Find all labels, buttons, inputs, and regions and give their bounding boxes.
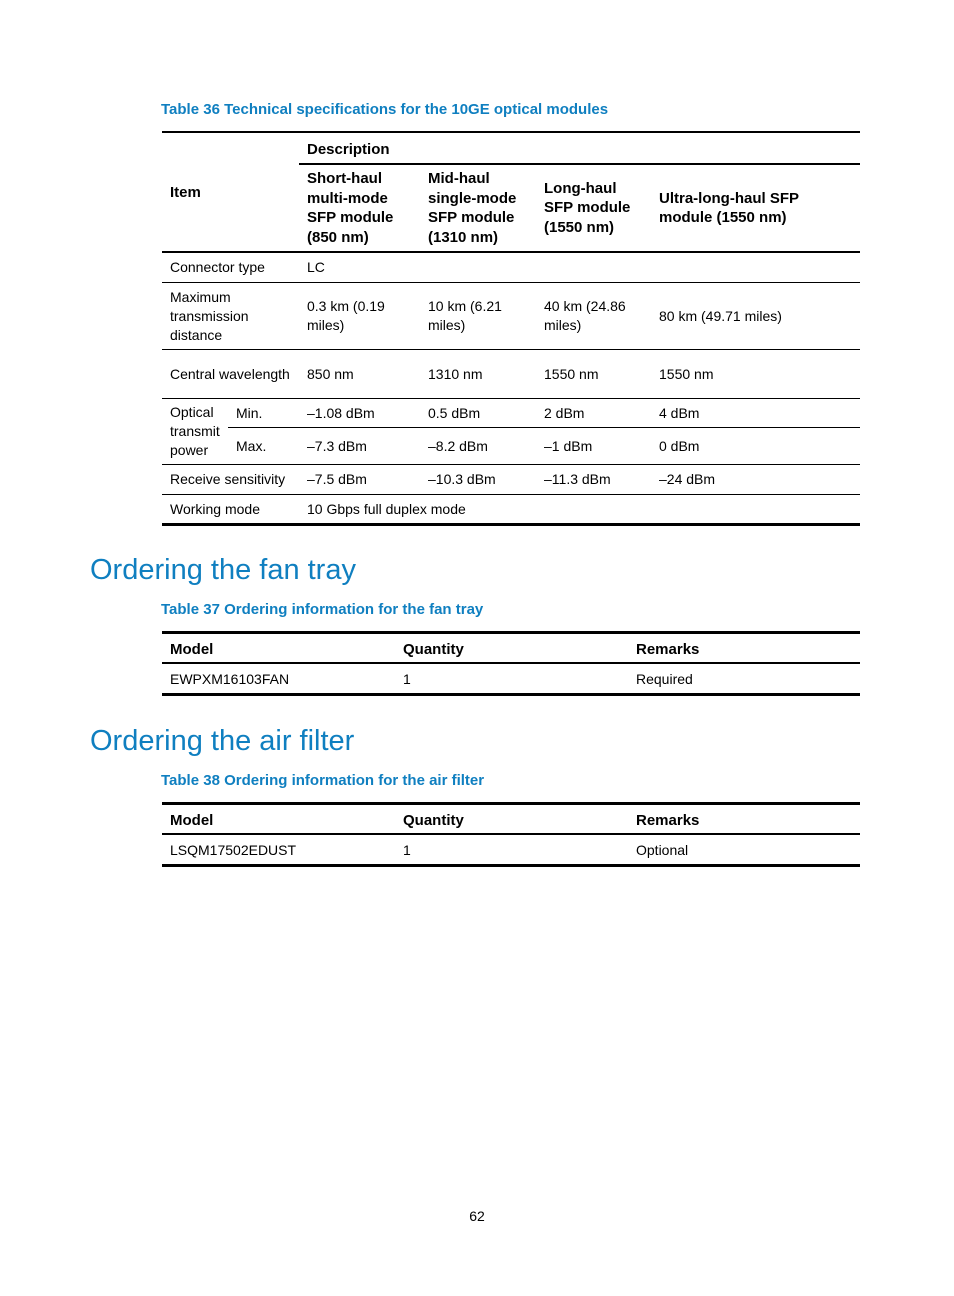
table-row — [162, 465, 860, 495]
cell-quantity: 1 — [403, 670, 411, 687]
fan-tray-table — [162, 631, 860, 696]
cell-model: EWPXM16103FAN — [170, 670, 290, 687]
table-row — [162, 252, 860, 283]
header-short-haul: Short-haul multi-mode SFP module (850 nm) — [307, 170, 394, 246]
cell: 2 dBm — [544, 404, 585, 421]
cell: 1550 nm — [544, 365, 599, 382]
air-filter-heading: Ordering the air filter — [90, 725, 355, 757]
cell: –11.3 dBm — [544, 471, 611, 487]
cell: 40 km (24.86 miles) — [544, 298, 626, 333]
cell: –1 dBm — [544, 437, 593, 454]
cell: –8.2 dBm — [428, 437, 488, 454]
row-sublabel: Min. — [236, 404, 263, 421]
fan-tray-heading: Ordering the fan tray — [90, 554, 356, 586]
row-label: Optical transmit power — [162, 399, 228, 465]
table-row — [162, 495, 860, 525]
header-model: Model — [170, 811, 214, 829]
table-row — [162, 834, 860, 866]
table-row — [162, 399, 860, 428]
header-ultra-long-haul: Ultra-long-haul SFP module (1550 nm) — [659, 189, 799, 226]
header-description: Description — [299, 132, 860, 164]
cell-model: LSQM17502EDUST — [170, 841, 297, 858]
cell-remarks: Required — [636, 670, 693, 687]
cell: –10.3 dBm — [428, 471, 496, 487]
row-label: Receive sensitivity — [170, 471, 286, 487]
table-row — [162, 350, 860, 399]
table-row — [162, 283, 860, 350]
cell: 10 km (6.21 miles) — [428, 298, 502, 333]
row-label: Central wavelength — [170, 365, 290, 382]
row-label: Connector type — [170, 259, 265, 275]
header-remarks: Remarks — [636, 811, 700, 829]
table-37-caption: Table 37 Ordering information for the fan tray — [161, 601, 484, 618]
cell-remarks: Optional — [636, 841, 689, 858]
air-filter-table — [162, 802, 860, 867]
cell-quantity: 1 — [403, 841, 411, 858]
cell: –1.08 dBm — [307, 404, 375, 421]
page-number: 62 — [469, 1208, 485, 1224]
cell: –7.5 dBm — [307, 471, 367, 487]
header-quantity: Quantity — [403, 811, 464, 829]
cell: 0.3 km (0.19 miles) — [307, 298, 385, 333]
table-row — [162, 428, 860, 465]
cell: 850 nm — [307, 365, 354, 382]
header-quantity: Quantity — [403, 640, 464, 658]
row-label: Working mode — [170, 500, 261, 517]
cell: 1550 nm — [659, 365, 714, 382]
cell: 10 Gbps full duplex mode — [307, 500, 466, 517]
cell: 80 km (49.71 miles) — [659, 307, 782, 324]
header-model: Model — [170, 640, 214, 658]
cell: 0.5 dBm — [428, 404, 481, 421]
cell: LC — [307, 259, 325, 275]
header-item: Item — [162, 132, 299, 252]
row-sublabel: Max. — [236, 437, 267, 454]
table-36-caption: Table 36 Technical specifications for the 10GE optical modules — [161, 101, 609, 118]
cell: –7.3 dBm — [307, 437, 367, 454]
cell: 1310 nm — [428, 365, 483, 382]
header-remarks: Remarks — [636, 640, 700, 658]
cell: 0 dBm — [659, 437, 700, 454]
table-row — [162, 663, 860, 695]
cell: 4 dBm — [659, 404, 700, 421]
cell: –24 dBm — [659, 471, 716, 487]
row-label: Maximum transmission distance — [170, 288, 249, 343]
header-long-haul: Long-haul SFP module (1550 nm) — [544, 179, 631, 236]
optical-module-spec-table — [162, 131, 860, 526]
header-mid-haul: Mid-haul single-mode SFP module (1310 nm) — [428, 170, 517, 246]
table-38-caption: Table 38 Ordering information for the air filter — [161, 772, 485, 789]
